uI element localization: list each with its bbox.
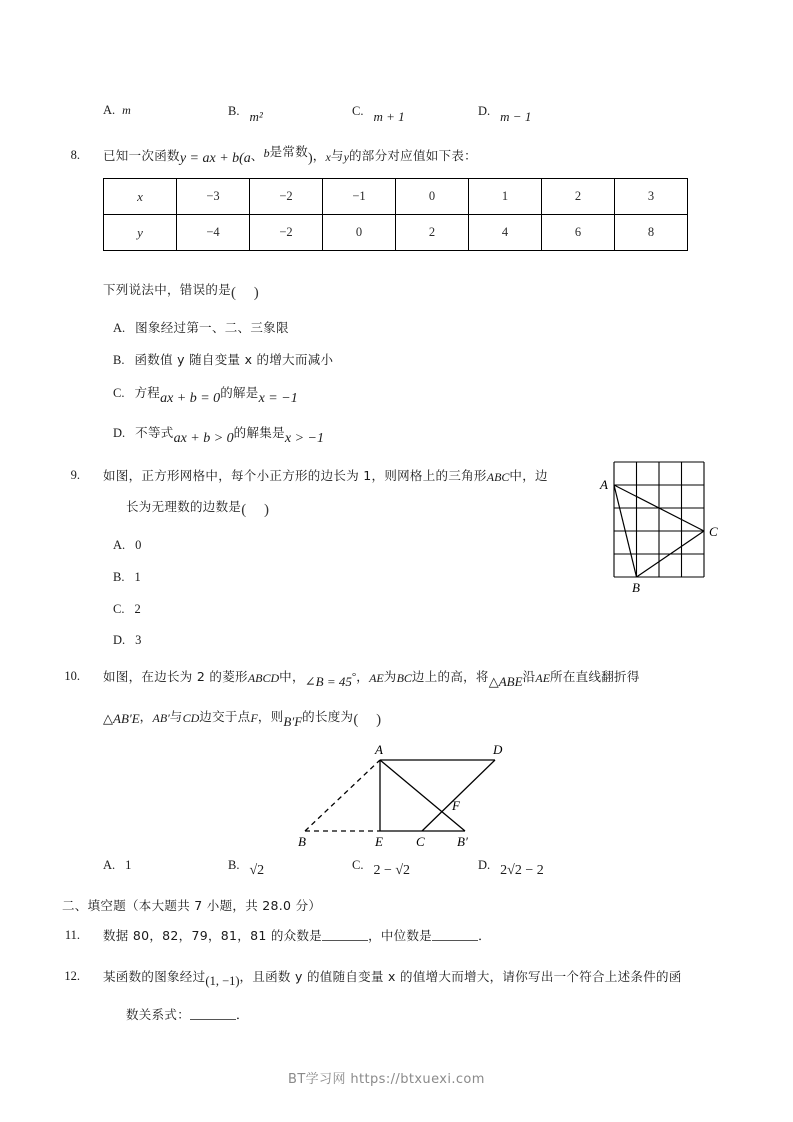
q8-prompt-paren: ( ) (231, 285, 266, 301)
q8-option-a-text: 图象经过第一、二、三象限 (135, 320, 289, 335)
q10-m4: BC (396, 671, 412, 685)
q9-label-B: B (632, 580, 640, 595)
q10-l2-m2: AB′ (152, 711, 170, 725)
q9-option-a-label: A. (113, 538, 126, 552)
q11-blank-2[interactable] (432, 928, 478, 941)
q10-label-E: E (375, 834, 383, 848)
table-header-x: x (104, 179, 177, 215)
q9-option-d (113, 633, 141, 648)
q10-label-B: B (298, 834, 306, 848)
table-cell-x-5: 2 (542, 179, 615, 215)
q9-option-a-value: 0 (135, 538, 142, 552)
q7-option-b-label: B. (228, 104, 240, 118)
q8-stem-text-3: 是常数 (269, 144, 309, 159)
footer-watermark: BT学习网 https://btxuexi.com (288, 1072, 485, 1087)
q10-m3: AE (369, 671, 384, 685)
q8-stem (103, 144, 703, 167)
q11-text-1: 数据 80，82，79，81，81 的众数是 (103, 928, 323, 943)
grid-lines (614, 462, 704, 577)
q10-label-Bprime: B′ (457, 834, 468, 848)
q7-option-a-value: m (122, 103, 131, 117)
q8-option-c-mid: 的解是 (220, 385, 259, 400)
q10-t2: 中， (279, 669, 305, 684)
q10-stem-line1 (103, 668, 743, 687)
q10-t4: 为 (383, 669, 397, 684)
q10-m1: ABCD (247, 671, 280, 685)
q9-stem-line2 (126, 498, 276, 519)
q7-option-c (352, 103, 405, 124)
q8-stem-math-4: y (343, 150, 349, 164)
q10-l2-t2: 与 (169, 709, 183, 724)
q11-text-3: ． (478, 928, 491, 943)
q9-option-a (113, 538, 141, 553)
q7-option-b-value: m² (249, 109, 263, 124)
q8-stem-math-2: b (263, 146, 270, 160)
q7-option-d-label: D. (478, 104, 491, 118)
table-cell-x-6: 3 (615, 179, 688, 215)
q9-stem-text-3: 长为无理数的边数是 (126, 499, 242, 514)
table-cell-y-6: 8 (615, 215, 688, 251)
q9-stem-line1 (103, 467, 593, 486)
q12-math-1: (1, −1) (205, 974, 240, 988)
q9-label-C: C (709, 524, 718, 539)
q10-label-D: D (493, 742, 503, 757)
table-cell-y-4: 4 (469, 215, 542, 251)
q10-deg: ° (351, 671, 357, 683)
q8-option-c-math-1: ax + b = 0 (160, 391, 221, 406)
q10-l2-m4: F (250, 711, 258, 725)
q7-option-c-label: C. (352, 104, 364, 118)
rhombus-dashed-lines (305, 760, 380, 831)
q10-l2-t4: ，则 (257, 709, 284, 724)
q8-option-d-label: D. (113, 426, 126, 440)
q10-option-a (103, 858, 131, 873)
q9-option-d-label: D. (113, 633, 126, 647)
table-header-y: y (104, 215, 177, 251)
q10-label-C: C (416, 834, 425, 848)
q9-option-d-value: 3 (135, 633, 142, 647)
q10-m6: AE (535, 671, 551, 685)
q8-stem-math-1: y = ax + b(a (179, 151, 251, 166)
q10-option-b-label: B. (228, 858, 240, 872)
q8-prompt-text: 下列说法中，错误的是 (103, 282, 232, 297)
q8-option-b-label: B. (113, 353, 125, 367)
table-row-y (104, 215, 688, 251)
rhombus-solid-lines (380, 760, 495, 831)
q9-option-c-value: 2 (134, 602, 141, 616)
q10-label-F: F (452, 798, 460, 813)
q10-l2-t1: ， (139, 709, 153, 724)
q12-number: 12. (64, 969, 80, 983)
q8-stem-math-3: x (325, 150, 331, 164)
q8-option-d-prefix: 不等式 (135, 425, 174, 440)
q10-option-a-label: A. (103, 858, 116, 872)
table-cell-y-2: 0 (323, 215, 396, 251)
q8-option-c-label: C. (113, 386, 125, 400)
table-cell-x-0: −3 (177, 179, 250, 215)
q12-text-1: 某函数的图象经过 (103, 969, 206, 984)
q10-option-c (352, 858, 411, 878)
q10-t1: 如图，在边长为 2 的菱形 (103, 669, 248, 684)
q9-stem-text-2: 中，边 (509, 468, 548, 483)
q8-stem-paren-close: ) (308, 151, 313, 166)
q8-option-b (113, 350, 333, 368)
q9-stem-text-1: 如图，正方形网格中，每个小正方形的边长为 1，则网格上的三角形 (103, 468, 487, 483)
q12-text-2: ，且函数 y 的值随自变量 x 的值增大而增大，请你写出一个符合上述条件的函 (239, 969, 682, 984)
q7-option-d-value: m − 1 (500, 109, 532, 124)
q10-t7: 所在直线翻折得 (550, 669, 640, 684)
q8-stem-text-1: 已知一次函数 (103, 148, 180, 163)
q10-option-d (478, 858, 544, 878)
q8-option-d-mid: 的解集是 (233, 425, 285, 440)
q10-option-b-value: √2 (249, 863, 265, 878)
table-cell-y-5: 6 (542, 215, 615, 251)
q10-t3: ， (356, 669, 370, 684)
q9-option-c (113, 602, 141, 617)
q11-blank-1[interactable] (322, 928, 368, 941)
q8-prompt (103, 281, 266, 302)
q7-option-c-value: m + 1 (373, 109, 405, 124)
q8-value-table (103, 178, 688, 251)
q7-option-a (103, 103, 131, 118)
q12-stem-line1 (103, 968, 743, 986)
q12-text-3: 数关系式： (126, 1007, 191, 1022)
q10-m5: △ABE (488, 674, 523, 689)
q10-option-d-label: D. (478, 858, 491, 872)
q10-l2-m3: CD (182, 711, 200, 725)
q12-text-4: ． (236, 1007, 249, 1022)
q8-stem-text-5: 与 (330, 148, 344, 163)
q8-option-d (113, 423, 324, 444)
table-cell-x-3: 0 (396, 179, 469, 215)
q10-option-c-value: 2 − √2 (373, 863, 411, 878)
q10-option-c-label: C. (352, 858, 364, 872)
q10-l2-t3: 边交于点 (199, 709, 251, 724)
q11-number: 11. (64, 928, 80, 942)
q8-option-d-math-1: ax + b > 0 (173, 431, 234, 446)
q11-stem (103, 927, 723, 944)
q12-stem-line2 (126, 1006, 249, 1023)
q10-option-d-value: 2√2 − 2 (500, 863, 544, 878)
table-cell-x-4: 1 (469, 179, 542, 215)
q10-label-A: A (375, 742, 383, 757)
q9-grid-figure (592, 455, 752, 600)
q9-label-A: A (600, 477, 608, 492)
table-row-x (104, 179, 688, 215)
q10-option-b (228, 858, 265, 878)
q10-l2-paren: ( ) (353, 712, 389, 728)
q8-option-a-label: A. (113, 321, 126, 335)
q10-rhombus-figure (285, 738, 515, 848)
q10-t6: 沿 (522, 669, 536, 684)
q10-option-a-value: 1 (125, 858, 132, 872)
q8-option-c-math-2: x = −1 (258, 391, 298, 406)
q10-t5: 边上的高，将 (411, 669, 489, 684)
q7-option-a-label: A. (103, 103, 116, 117)
table-cell-x-2: −1 (323, 179, 396, 215)
table-cell-y-0: −4 (177, 215, 250, 251)
q8-stem-text-6: 的部分对应值如下表： (348, 148, 477, 163)
q9-option-b-value: 1 (134, 570, 141, 584)
q12-blank-1[interactable] (190, 1007, 236, 1020)
q10-l2-t5: 的长度为 (302, 709, 354, 724)
q9-stem-paren: ( ) (241, 502, 276, 518)
q7-option-d (478, 103, 532, 124)
q9-number: 9. (70, 468, 80, 482)
q8-stem-text-2: 、 (250, 148, 264, 163)
table-cell-y-3: 2 (396, 215, 469, 251)
q8-option-d-math-2: x > −1 (284, 431, 324, 446)
q9-stem-math-1: ABC (486, 470, 510, 484)
q8-number: 8. (70, 148, 80, 162)
q10-stem-line2 (103, 708, 743, 729)
q8-option-b-text: 函数值 y 随自变量 x 的增大而减小 (134, 352, 334, 367)
table-cell-y-1: −2 (250, 215, 323, 251)
q9-option-b (113, 570, 141, 585)
q7-option-b (228, 103, 263, 124)
q9-grid-svg (592, 455, 752, 600)
q8-option-a (113, 318, 289, 336)
q10-l2-m5: B′F (283, 714, 303, 729)
q8-stem-text-4: ， (312, 148, 326, 163)
q10-rhombus-svg (285, 738, 515, 848)
q10-l2-m1: △AB′E (103, 711, 140, 726)
section-2-header: 二、填空题（本大题共 7 小题，共 28.0 分） (62, 898, 322, 913)
q11-text-2: ，中位数是 (368, 928, 433, 943)
q9-option-c-label: C. (113, 602, 125, 616)
q9-option-b-label: B. (113, 570, 125, 584)
table-cell-x-1: −2 (250, 179, 323, 215)
q10-number: 10. (64, 669, 80, 683)
q8-option-c (113, 383, 298, 404)
q10-m2: ∠B = 45 (304, 674, 352, 689)
q8-option-c-prefix: 方程 (134, 385, 161, 400)
